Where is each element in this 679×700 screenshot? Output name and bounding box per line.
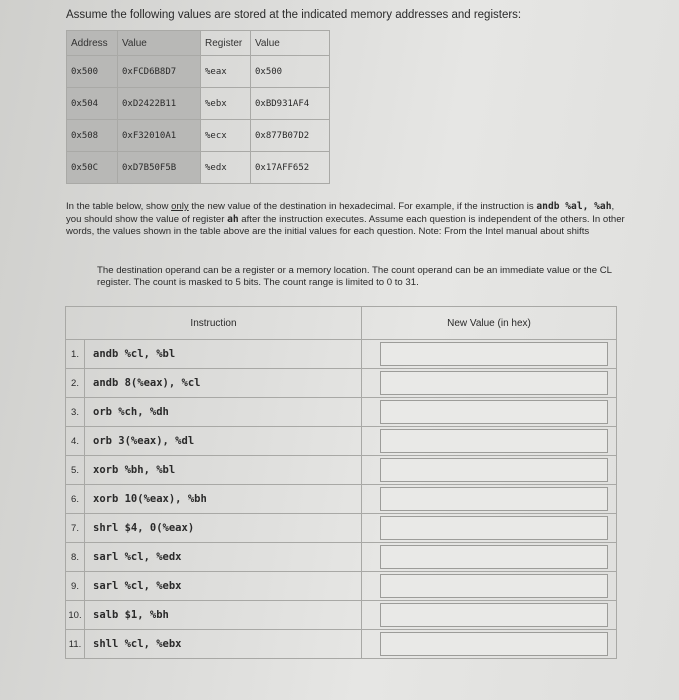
value-cell: 0xF32010A1 [118,120,201,152]
answer-cell [362,601,617,630]
header-value: Value [118,31,201,56]
answer-input[interactable] [380,516,608,540]
header-new-value: New Value (in hex) [362,307,617,340]
instruction-cell: shrl $4, 0(%eax) [85,514,362,543]
reg-value-cell: 0xBD931AF4 [251,88,330,120]
table-row [66,630,617,659]
instruction-cell: andb 8(%eax), %cl [85,369,362,398]
page-heading: Assume the following values are stored at the indicated memory addresses and registers: [66,9,522,21]
header-address: Address [67,31,118,56]
answer-input[interactable] [380,632,608,656]
row-number: 2. [66,369,85,398]
header-instruction: Instruction [66,307,362,340]
row-number: 4. [66,427,85,456]
answer-input[interactable] [380,487,608,511]
address-cell: 0x508 [67,120,118,152]
table-row [66,572,617,601]
reg-value-cell: 0x877B07D2 [251,120,330,152]
answer-input[interactable] [380,603,608,627]
example-code: andb %al, %ah [536,201,612,212]
address-cell: 0x50C [67,152,118,184]
answer-cell [362,369,617,398]
instructions-text: , you should show the value of register [66,201,615,225]
answer-cell [362,427,617,456]
table-row [66,601,617,630]
table-row [66,514,617,543]
instruction-cell: xorb 10(%eax), %bh [85,485,362,514]
answer-input[interactable] [380,458,608,482]
shift-note-paragraph: The destination operand can be a register or a memory location. The count operand can be an immediate value or the CL register. The count is masked to 5 bits. The count range is limited to 0 to 31. [97,265,612,289]
row-number: 1. [66,340,85,369]
instruction-cell: andb %cl, %bl [85,340,362,369]
register-cell: %eax [201,56,251,88]
instructions-text: the new value of the destination in hexadecimal. For example, if the instruction is [188,201,537,212]
instruction-cell: orb %ch, %dh [85,398,362,427]
value-cell: 0xD7B50F5B [118,152,201,184]
table-row [66,427,617,456]
row-number: 6. [66,485,85,514]
answer-cell [362,543,617,572]
row-number: 8. [66,543,85,572]
emphasis-only: only [171,201,189,212]
instruction-cell: salb $1, %bh [85,601,362,630]
answer-cell [362,485,617,514]
register-memory-table [66,30,330,184]
address-cell: 0x504 [67,88,118,120]
row-number: 10. [66,601,85,630]
value-cell: 0xD2422B11 [118,88,201,120]
table-row [67,120,330,152]
table-row [66,456,617,485]
example-register: ah [227,213,239,225]
instructions-text: after the instruction executes. Assume each question is independent of the others. In other words, the values shown in the table above are the initial values for each question. Note: From the Intel manual about shifts [66,213,625,238]
reg-value-cell: 0x500 [251,56,330,88]
answer-cell [362,456,617,485]
instruction-cell: shll %cl, %ebx [85,630,362,659]
header-register: Register [201,31,251,56]
reg-value-cell: 0x17AFF652 [251,152,330,184]
table-row [66,398,617,427]
table-row [66,340,617,369]
table-row [67,56,330,88]
register-cell: %edx [201,152,251,184]
row-number: 11. [66,630,85,659]
instruction-cell: orb 3(%eax), %dl [85,427,362,456]
answer-input[interactable] [380,400,608,424]
answer-header-row [66,307,617,340]
answer-input[interactable] [380,545,608,569]
table-header-row [67,31,330,56]
answer-cell [362,572,617,601]
instructions-text: In the table below, show [66,201,172,212]
table-row [66,485,617,514]
answer-cell [362,514,617,543]
instructions-paragraph [66,201,626,239]
row-number: 9. [66,572,85,601]
answer-input[interactable] [380,429,608,453]
register-cell: %ebx [201,88,251,120]
table-row [66,543,617,572]
table-row [67,152,330,184]
answer-input[interactable] [380,574,608,598]
answer-cell [362,630,617,659]
row-number: 7. [66,514,85,543]
row-number: 5. [66,456,85,485]
instruction-cell: sarl %cl, %edx [85,543,362,572]
answer-input[interactable] [380,371,608,395]
table-row [67,88,330,120]
answer-table [65,306,617,659]
header-reg-value: Value [251,31,330,56]
address-cell: 0x500 [67,56,118,88]
row-number: 3. [66,398,85,427]
answer-input[interactable] [380,342,608,366]
answer-cell [362,398,617,427]
table-row [66,369,617,398]
register-cell: %ecx [201,120,251,152]
answer-cell [362,340,617,369]
value-cell: 0xFCD6B8D7 [118,56,201,88]
instruction-cell: sarl %cl, %ebx [85,572,362,601]
instruction-cell: xorb %bh, %bl [85,456,362,485]
